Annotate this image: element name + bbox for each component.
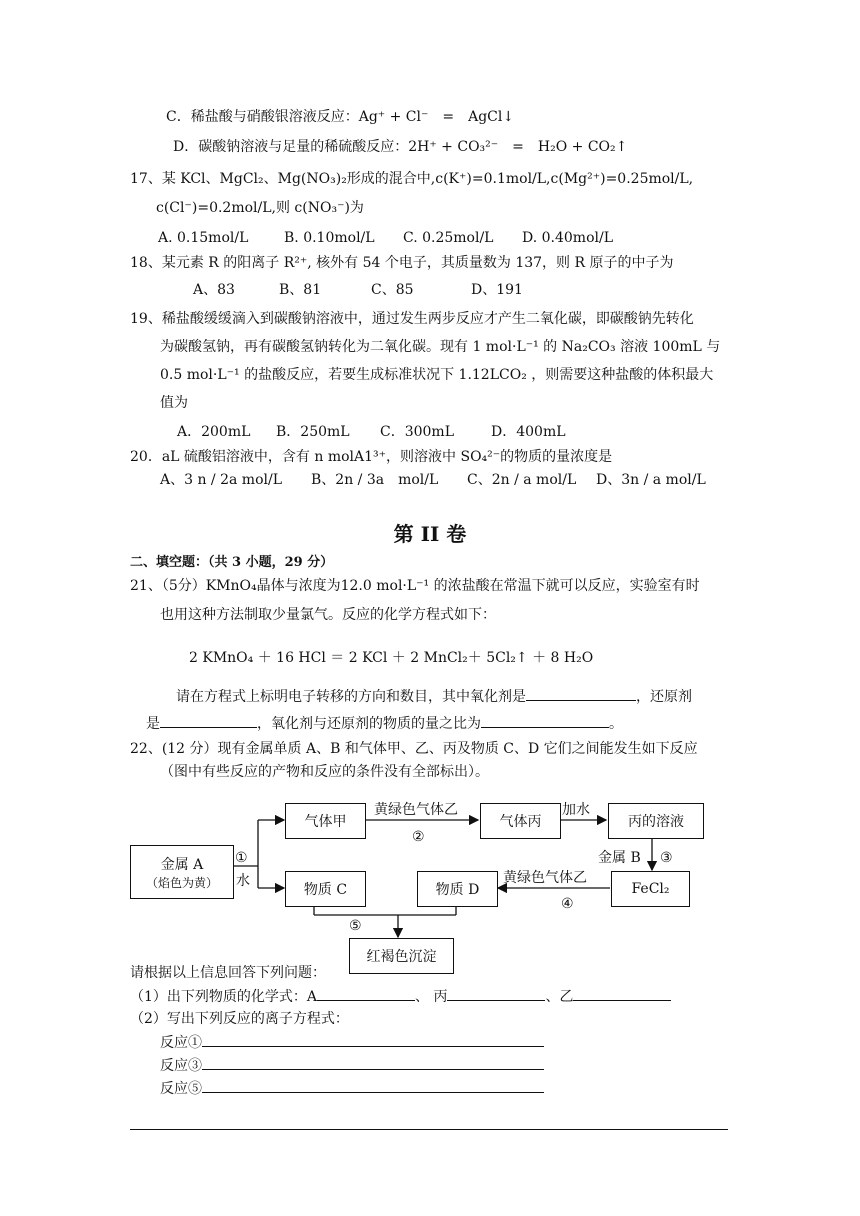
- precipitate-box: [349, 938, 454, 974]
- metal-a-label: 金属 A: [160, 856, 204, 873]
- q21-line3-end: ，还原剂: [636, 689, 692, 705]
- q17-option-c: C. 0.25mol/L: [403, 230, 494, 246]
- q21-stem-line1: 21、（5分）KMnO₄晶体与浓度为12.0 mol·L⁻¹ 的浓盐酸在常温下就可以反应，实验室有时: [130, 578, 700, 594]
- gas-bing-label: 气体丙: [499, 814, 542, 830]
- reaction-1-marker: ①: [235, 850, 248, 866]
- q17-option-d: D. 0.40mol/L: [522, 230, 613, 246]
- q18-option-c: C、85: [371, 282, 414, 298]
- q21-line4-a: 是: [146, 716, 160, 732]
- reaction-3-label: 反应③: [160, 1058, 202, 1074]
- q20-option-d: D、3n / a mol/L: [596, 472, 706, 488]
- q17-stem-line2: c(Cl⁻)=0.2mol/L,则 c(NO₃⁻)为: [156, 200, 364, 216]
- yellowgreen-gas-label-4: 黄绿色气体乙: [503, 870, 587, 886]
- q21-line4-end: 。: [609, 716, 623, 732]
- q17-option-b: B. 0.10mol/L: [284, 230, 375, 246]
- q19-option-c: C．300mL: [380, 424, 455, 440]
- gas-jia-label: 气体甲: [304, 814, 347, 830]
- reaction-1-label: 反应①: [160, 1035, 202, 1051]
- reaction-3-blank[interactable]: [202, 1055, 544, 1070]
- yellowgreen-gas-label-2: 黄绿色气体乙: [374, 802, 458, 818]
- q19-option-a: A．200mL: [177, 424, 251, 440]
- bing-solution-label: 丙的溶液: [628, 814, 684, 830]
- q19-stem-line2: 为碳酸氢钠，再有碳酸氢钠转化为二氧化碳。现有 1 mol·L⁻¹ 的 Na₂CO₃ 溶液 100mL 与: [160, 339, 721, 355]
- reaction-4-marker: ④: [561, 896, 574, 912]
- gas-jia-box: [285, 803, 366, 839]
- formula-bing-blank[interactable]: [447, 986, 545, 1001]
- metal-b-label: 金属 B: [598, 850, 641, 866]
- q16-option-c: C．稀盐酸与硝酸银溶液反应：Ag⁺ + Cl⁻ = AgCl↓: [166, 109, 515, 125]
- add-water-label: 加水: [562, 802, 590, 818]
- q21-equation: 2 KMnO₄ ＋ 16 HCl ＝ 2 KCl ＋ 2 MnCl₂＋ 5Cl₂↑ ＋ 8 H₂O: [189, 650, 594, 666]
- q18-option-d: D、191: [471, 282, 523, 298]
- q21-stem-line2: 也用这种方法制取少量氯气。反应的化学方程式如下：: [160, 607, 496, 623]
- water-label: 水: [236, 873, 250, 889]
- reaction-2-marker: ②: [412, 829, 425, 845]
- reaction-5-label: 反应⑤: [160, 1081, 202, 1097]
- reaction-5-answer-line: [160, 1078, 544, 1099]
- reaction-1-blank[interactable]: [202, 1032, 544, 1047]
- substance-d-box: [417, 871, 498, 907]
- q17-stem-line1: 17、某 KCl、MgCl₂、Mg(NO₃)₂形成的混合中,c(K⁺)=0.1mol/L,c(Mg²⁺)=0.25mol/L,: [130, 171, 694, 187]
- questions-intro: 请根据以上信息回答下列问题：: [130, 965, 326, 981]
- q19-stem-line4: 值为: [160, 395, 188, 411]
- metal-a-note: （焰色为黄）: [145, 875, 218, 890]
- precipitate-label: 红褐色沉淀: [366, 949, 437, 965]
- bing-solution-box: [608, 803, 704, 839]
- fecl2-box: [611, 871, 690, 907]
- q21-line3-text: 请在方程式上标明电子转移的方向和数目，其中氧化剂是: [176, 689, 526, 705]
- gas-bing-box: [480, 803, 561, 839]
- q18-stem: 18、某元素 R 的阳离子 R²⁺, 核外有 54 个电子，其质量数为 137，则 R 原子的中子为: [130, 255, 674, 271]
- q19-option-d: D．400mL: [491, 424, 566, 440]
- reaction-3-answer-line: [160, 1055, 544, 1076]
- metal-a-box: [130, 845, 234, 899]
- question-2: （2）写出下列反应的离子方程式：: [130, 1011, 349, 1027]
- footer-rule: [130, 1129, 728, 1130]
- section2-heading: 二、填空题：（共 3 小题，29 分）: [130, 555, 334, 570]
- formula-yi-blank[interactable]: [573, 986, 671, 1001]
- reaction-1-answer-line: [160, 1032, 544, 1053]
- question-1-a-label: （1）出下列物质的化学式：A: [130, 989, 318, 1005]
- q17-option-a: A. 0.15mol/L: [158, 230, 249, 246]
- q19-option-b: B．250mL: [276, 424, 350, 440]
- q21-line4-b: ，氧化剂与还原剂的物质的量之比为: [257, 716, 481, 732]
- reaction-5-marker: ⑤: [349, 918, 362, 934]
- reaction-3-marker: ③: [660, 850, 673, 866]
- formula-a-blank[interactable]: [317, 986, 415, 1001]
- q20-stem: 20．aL 硫酸铝溶液中，含有 n molA1³⁺，则溶液中 SO₄²⁻的物质的量浓度是: [130, 449, 613, 465]
- q18-option-a: A、83: [193, 282, 235, 298]
- reaction-5-blank[interactable]: [202, 1078, 544, 1093]
- question-1-yi-label: 、乙: [545, 989, 574, 1005]
- q20-option-c: C、2n / a mol/L: [467, 472, 577, 488]
- q22-stem-line2: （图中有些反应的产物和反应的条件没有全部标出）。: [160, 764, 489, 780]
- part2-title: 第 II 卷: [393, 522, 467, 546]
- q20-option-a: A、3 n / 2a mol/L: [160, 472, 283, 488]
- fecl2-label: FeCl₂: [631, 881, 670, 897]
- substance-c-label: 物质 C: [303, 882, 348, 898]
- q20-option-b: B、2n / 3a mol/L: [311, 472, 439, 488]
- q18-option-b: B、81: [279, 282, 322, 298]
- q16-option-d: D．碳酸钠溶液与足量的稀硫酸反应：2H⁺ + CO₃²⁻ = H₂O + CO₂↑: [173, 139, 628, 155]
- substance-c-box: [285, 871, 366, 907]
- question-1: [130, 986, 671, 1007]
- q19-stem-line1: 19、稀盐酸缓缓滴入到碳酸钠溶液中，通过发生两步反应才产生二氧化碳，即碳酸钠先转化: [130, 311, 694, 327]
- q19-stem-line3: 0.5 mol·L⁻¹ 的盐酸反应，若要生成标准状况下 1.12LCO₂ ，则需要这种盐酸的体积最大: [160, 367, 714, 383]
- q22-stem-line1: 22、(12 分）现有金属单质 A、B 和气体甲、乙、丙及物质 C、D 它们之间能发生如下反应: [130, 741, 698, 757]
- substance-d-label: 物质 D: [435, 882, 480, 898]
- question-1-bing-label: 、 丙: [415, 989, 448, 1005]
